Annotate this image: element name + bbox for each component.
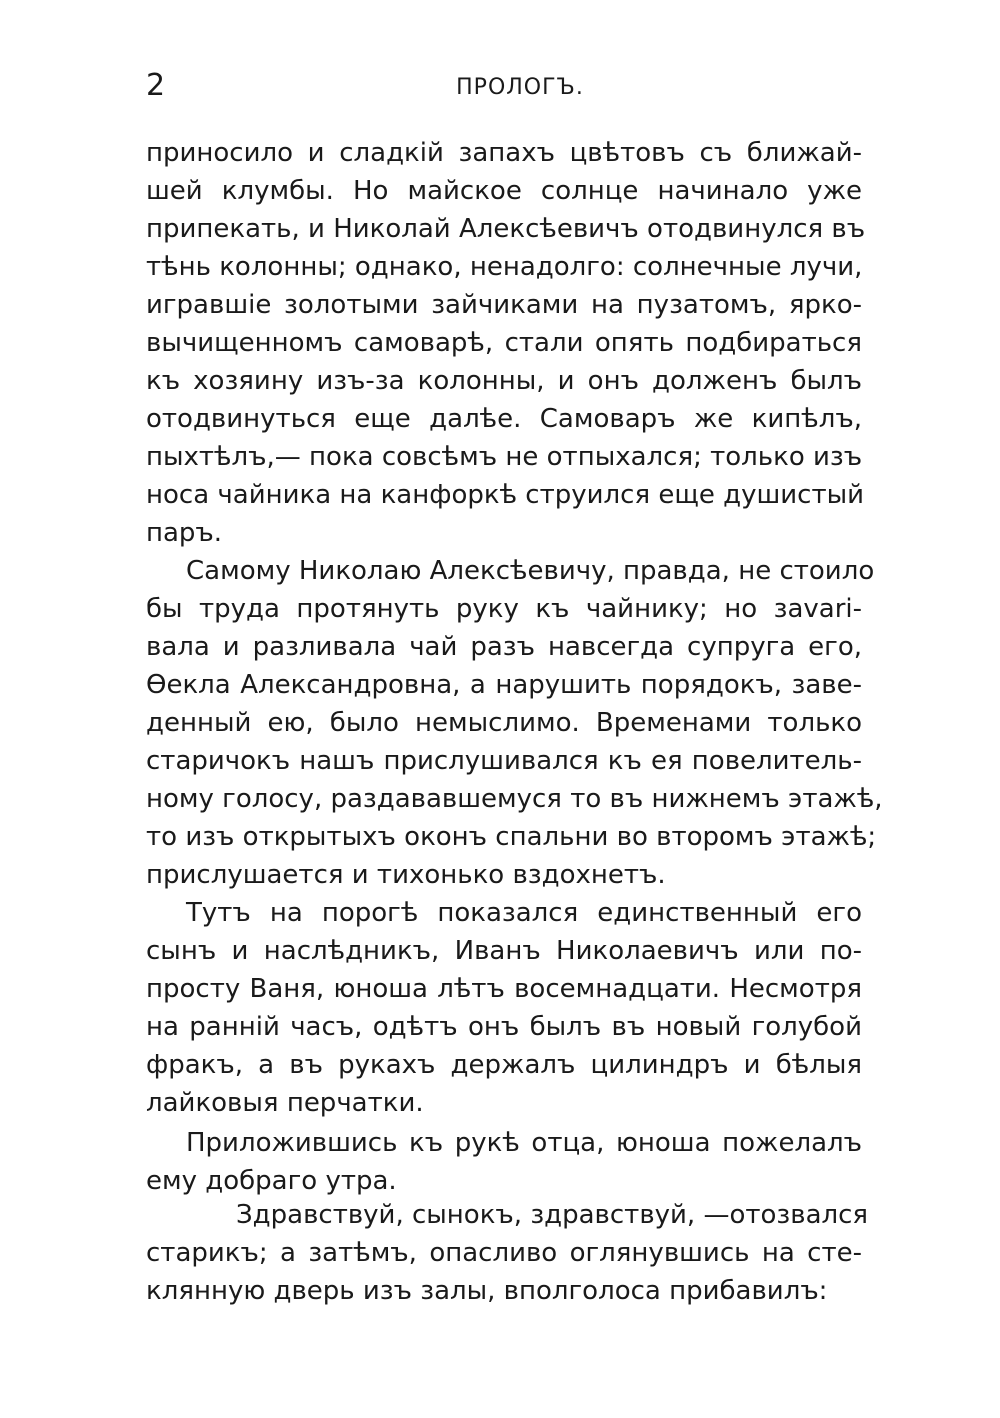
text-line: фракъ, а въ рукахъ держалъ цилиндръ и бѣлыя	[146, 1050, 862, 1080]
text-line: отодвинуться еще далѣе. Самоваръ же кипѣлъ,	[146, 404, 862, 434]
text-line: къ хозяину изъ-за колонны, и онъ долженъ былъ	[146, 366, 862, 396]
text-line: Ѳекла Александровна, а нарушить порядокъ, заве-	[146, 670, 862, 700]
text-line: денный ею, было немыслимо. Временами только	[146, 708, 862, 738]
text-line: вычищенномъ самоварѣ, стали опять подбираться	[146, 328, 862, 358]
text-line: на ранній часъ, одѣтъ онъ былъ въ новый голубой	[146, 1012, 862, 1042]
text-line: старикъ; а затѣмъ, опасливо оглянувшись на сте-	[146, 1238, 862, 1268]
text-line: припекать, и Николай Алексѣевичъ отодвинулся въ	[146, 214, 866, 244]
text-line: носа чайника на канфоркѣ струился еще душистый	[146, 480, 865, 510]
text-line: Тутъ на порогѣ показался единственный его	[186, 898, 862, 928]
text-line: просту Ваня, юноша лѣтъ восемнадцати. Несмотря	[146, 974, 862, 1004]
text-line: паръ.	[146, 518, 223, 548]
text-line: Приложившись къ рукѣ отца, юноша пожелалъ	[186, 1128, 862, 1158]
text-line: пыхтѣлъ,— пока совсѣмъ не отпыхался; только изъ	[146, 442, 863, 472]
text-line: Здравствуй, сынокъ, здравствуй, —отозвался	[236, 1200, 869, 1230]
text-line: тѣнь колонны; однако, ненадолго: солнечные лучи,	[146, 252, 863, 282]
text-line: вала и разливала чай разъ навсегда супруга его,	[146, 632, 862, 662]
running-head: ПРОЛОГЪ.	[456, 75, 584, 100]
text-line: старичокъ нашъ прислушивался къ ея повелитель-	[146, 746, 862, 776]
text-line: шей клумбы. Но майское солнце начинало уже	[146, 176, 862, 206]
text-line: ему добраго утра.	[146, 1166, 397, 1196]
text-line: то изъ открытыхъ оконъ спальни во второмъ этажѣ;	[146, 822, 877, 852]
text-line: приносило и сладкій запахъ цвѣтовъ съ ближай-	[146, 138, 862, 168]
text-line: игравшіе золотыми зайчиками на пузатомъ, ярко-	[146, 290, 862, 320]
text-line: прислушается и тихонько вздохнетъ.	[146, 860, 666, 890]
text-line: сынъ и наслѣдникъ, Иванъ Николаевичъ или по-	[146, 936, 862, 966]
text-line: клянную дверь изъ залы, вполголоса прибавилъ:	[146, 1276, 828, 1306]
text-line: ному голосу, раздававшемуся то въ нижнемъ этажѣ,	[146, 784, 883, 814]
page-number: 2	[146, 68, 166, 103]
text-line: Самому Николаю Алексѣевичу, правда, не стоило	[186, 556, 875, 586]
text-line: бы труда протянуть руку къ чайнику; но зavari-	[146, 594, 862, 624]
text-line: лайковыя перчатки.	[146, 1088, 424, 1118]
